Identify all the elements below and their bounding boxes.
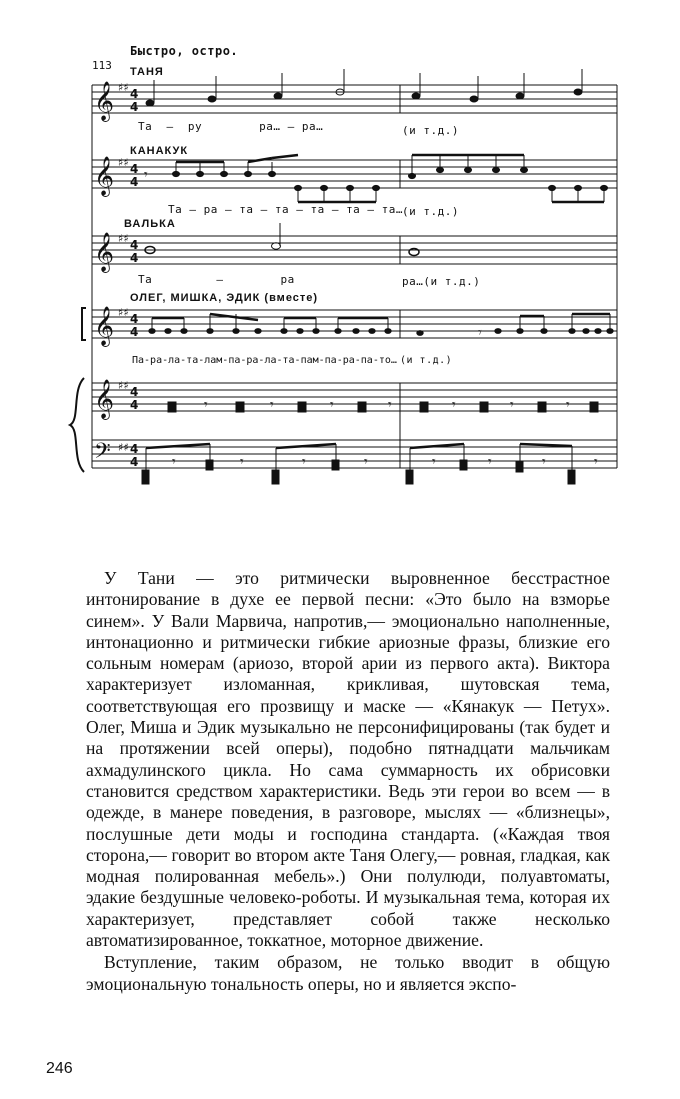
svg-text:4: 4 bbox=[130, 398, 139, 412]
svg-text:4: 4 bbox=[130, 312, 139, 326]
svg-text:4: 4 bbox=[130, 442, 139, 456]
lyric-tanya: Та – ру ра… – ра… bbox=[138, 120, 324, 133]
svg-text:𝄾: 𝄾 bbox=[364, 454, 368, 470]
svg-text:𝄾: 𝄾 bbox=[204, 397, 208, 413]
svg-text:𝄾: 𝄾 bbox=[302, 454, 306, 470]
staff-kanakuk bbox=[92, 160, 617, 188]
svg-text:𝄞: 𝄞 bbox=[94, 306, 115, 346]
svg-text:4: 4 bbox=[130, 87, 139, 101]
lyric-trio: Па-ра-ла-та-лам-па-ра-ла-та-пам-па-ра-па-то… bbox=[132, 355, 397, 366]
staff-tanya bbox=[92, 85, 617, 113]
svg-text:4: 4 bbox=[130, 100, 139, 114]
svg-text:𝄞: 𝄞 bbox=[94, 232, 115, 272]
lyric-valka: Та – ра bbox=[138, 273, 295, 286]
svg-text:𝄾: 𝄾 bbox=[452, 397, 456, 413]
lyric-kanakuk-etc: (и т.д.) bbox=[402, 205, 459, 218]
svg-text:𝄞: 𝄞 bbox=[94, 81, 115, 121]
music-score bbox=[0, 0, 680, 520]
svg-text:𝄾: 𝄾 bbox=[594, 454, 598, 470]
svg-text:4: 4 bbox=[130, 238, 139, 252]
svg-text:♯♯: ♯♯ bbox=[118, 156, 129, 169]
part-name-valka: ВАЛЬКА bbox=[124, 218, 176, 230]
body-text bbox=[86, 568, 610, 995]
svg-text:4: 4 bbox=[130, 455, 139, 469]
lyric-tanya-etc: (и т.д.) bbox=[402, 124, 459, 137]
part-name-kanakuk: КАНАКУК bbox=[130, 145, 189, 157]
svg-text:𝄾: 𝄾 bbox=[542, 454, 546, 470]
lyric-trio-etc: (и т.д.) bbox=[400, 355, 453, 366]
svg-text:𝄾: 𝄾 bbox=[240, 454, 244, 470]
lyric-valka-etc: ра…(и т.д.) bbox=[402, 275, 481, 288]
svg-text:♯♯: ♯♯ bbox=[118, 306, 129, 319]
svg-text:𝄾: 𝄾 bbox=[388, 397, 392, 413]
svg-text:𝄾: 𝄾 bbox=[510, 397, 514, 413]
svg-text:𝄾: 𝄾 bbox=[432, 454, 436, 470]
svg-text:𝄾: 𝄾 bbox=[478, 325, 482, 341]
svg-text:4: 4 bbox=[130, 385, 139, 399]
svg-text:4: 4 bbox=[130, 162, 139, 176]
score-graphics bbox=[0, 0, 680, 520]
svg-text:𝄾: 𝄾 bbox=[144, 167, 148, 183]
svg-text:𝄾: 𝄾 bbox=[172, 454, 176, 470]
part-name-trio: ОЛЕГ, МИШКА, ЭДИК (вместе) bbox=[130, 292, 319, 304]
svg-text:𝄞: 𝄞 bbox=[94, 379, 115, 419]
svg-text:4: 4 bbox=[130, 175, 139, 189]
svg-text:𝄾: 𝄾 bbox=[270, 397, 274, 413]
staff-trio bbox=[92, 310, 617, 338]
part-name-tanya: ТАНЯ bbox=[130, 66, 164, 78]
svg-text:4: 4 bbox=[130, 325, 139, 339]
svg-text:♯♯: ♯♯ bbox=[118, 441, 129, 454]
staff-valka bbox=[92, 236, 617, 264]
tempo-marking: Быстро, остро. bbox=[130, 44, 239, 58]
svg-text:♯♯: ♯♯ bbox=[118, 232, 129, 245]
paragraph-1: У Тани — это ритмически выровненное бесстрастное интонирование в духе ее первой песни: «Это было на взморье синем». У Вали Марвича, напротив,— эмоционально наполненные, интонационно и ритмически гибкие ариозные фразы, близкие его сольным номерам (ариозо, второй арии из первого акта). Виктора характеризует изломанная, крикливая, шутовская тема, соответствующая его прозвищу и маске — «Кянакук — Петух». Олег, Миша и Эдик музыкально не персонифицированы (так будет и на протяжении всей оперы), подобно пятнадцати мальчикам ахмадулинского цикла. Но сама суммарность их обрисовки становится средством характеристики. Ведь эти герои во всем — в одежде, в манере поведения, в разговоре, мыслях — «близнецы», послушные дети моды и господина стандарта. («Каждая твоя сторона,— говорит во втором акте Таня Олегу,— ровная, гладкая, как модная полированная мебель».) Они полулюди, полуавтоматы, эдакие бездушные человеко-роботы. И музыкальная тема, которая их характеризует, представляет собой также несколько автоматизированное, токкатное, моторное движение. bbox=[86, 568, 610, 951]
page-number: 246 bbox=[46, 1060, 73, 1077]
svg-text:𝄢: 𝄢 bbox=[94, 439, 111, 469]
measure-number: 113 bbox=[92, 59, 112, 72]
svg-text:♯♯: ♯♯ bbox=[118, 81, 129, 94]
svg-text:4: 4 bbox=[130, 251, 139, 265]
svg-text:𝄞: 𝄞 bbox=[94, 156, 115, 196]
svg-text:𝄾: 𝄾 bbox=[566, 397, 570, 413]
svg-text:𝄾: 𝄾 bbox=[330, 397, 334, 413]
svg-text:𝄾: 𝄾 bbox=[488, 454, 492, 470]
svg-text:♯♯: ♯♯ bbox=[118, 379, 129, 392]
paragraph-2: Вступление, таким образом, не только вводит в общую эмоциональную тональность оперы, но и является экспо- bbox=[86, 952, 610, 994]
lyric-kanakuk: Та – ра – та – та – та – та – та… bbox=[168, 203, 404, 216]
